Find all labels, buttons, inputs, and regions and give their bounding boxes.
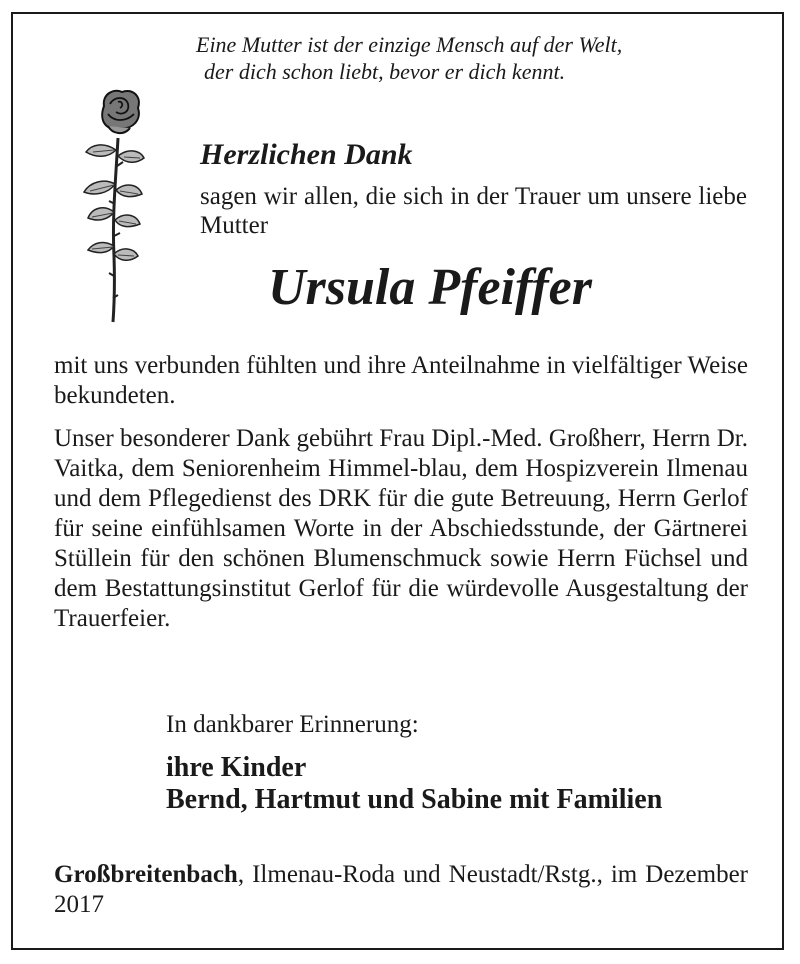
intro-text: sagen wir allen, die sich in der Trauer um unsere liebe Mutter: [200, 183, 747, 239]
place-main: Großbreitenbach: [54, 861, 238, 888]
motto-line-2: der dich schon liebt, bevor er dich kennt.: [204, 59, 566, 84]
place-rest: , Ilmenau-Roda und Neustadt/Rstg., im Dezember 2017: [54, 861, 748, 918]
paragraph-condolences: mit uns verbunden fühlten und ihre Anteilnahme in vielfältiger Weise bekundeten.: [54, 352, 748, 409]
motto-line-1: Eine Mutter ist der einzige Mensch auf der Welt,: [196, 32, 623, 57]
heading-thanks: Herzlichen Dank: [200, 138, 413, 171]
motto-quote: [196, 31, 656, 85]
place-and-date: [54, 860, 748, 920]
signers-line-1: ihre Kinder: [166, 752, 307, 783]
paragraph-special-thanks: Unser besonderer Dank gebührt Frau Dipl.-Med. Großherr, Herrn Dr. Vaitka, dem Seniorenheim Himmel-blau, dem Hospizverein Ilmenau und dem Pflegedienst des DRK für die gute Betreuung, Herrn Gerlof für seine einfühlsamen Worte in der Abschiedsstunde, der Gärtnerei Stüllein für den schönen Blumenschmuck sowie Herrn Füchsel und dem Bestattungsinstitut Gerlof für die würdevolle Ausgestaltung der Trauerfeier.: [54, 425, 748, 632]
remembrance-line: In dankbarer Erinnerung:: [166, 711, 419, 738]
signers-line-2: Bernd, Hartmut und Sabine mit Familien: [166, 784, 663, 815]
signers: [166, 752, 662, 816]
deceased-name: Ursula Pfeiffer: [267, 259, 592, 316]
